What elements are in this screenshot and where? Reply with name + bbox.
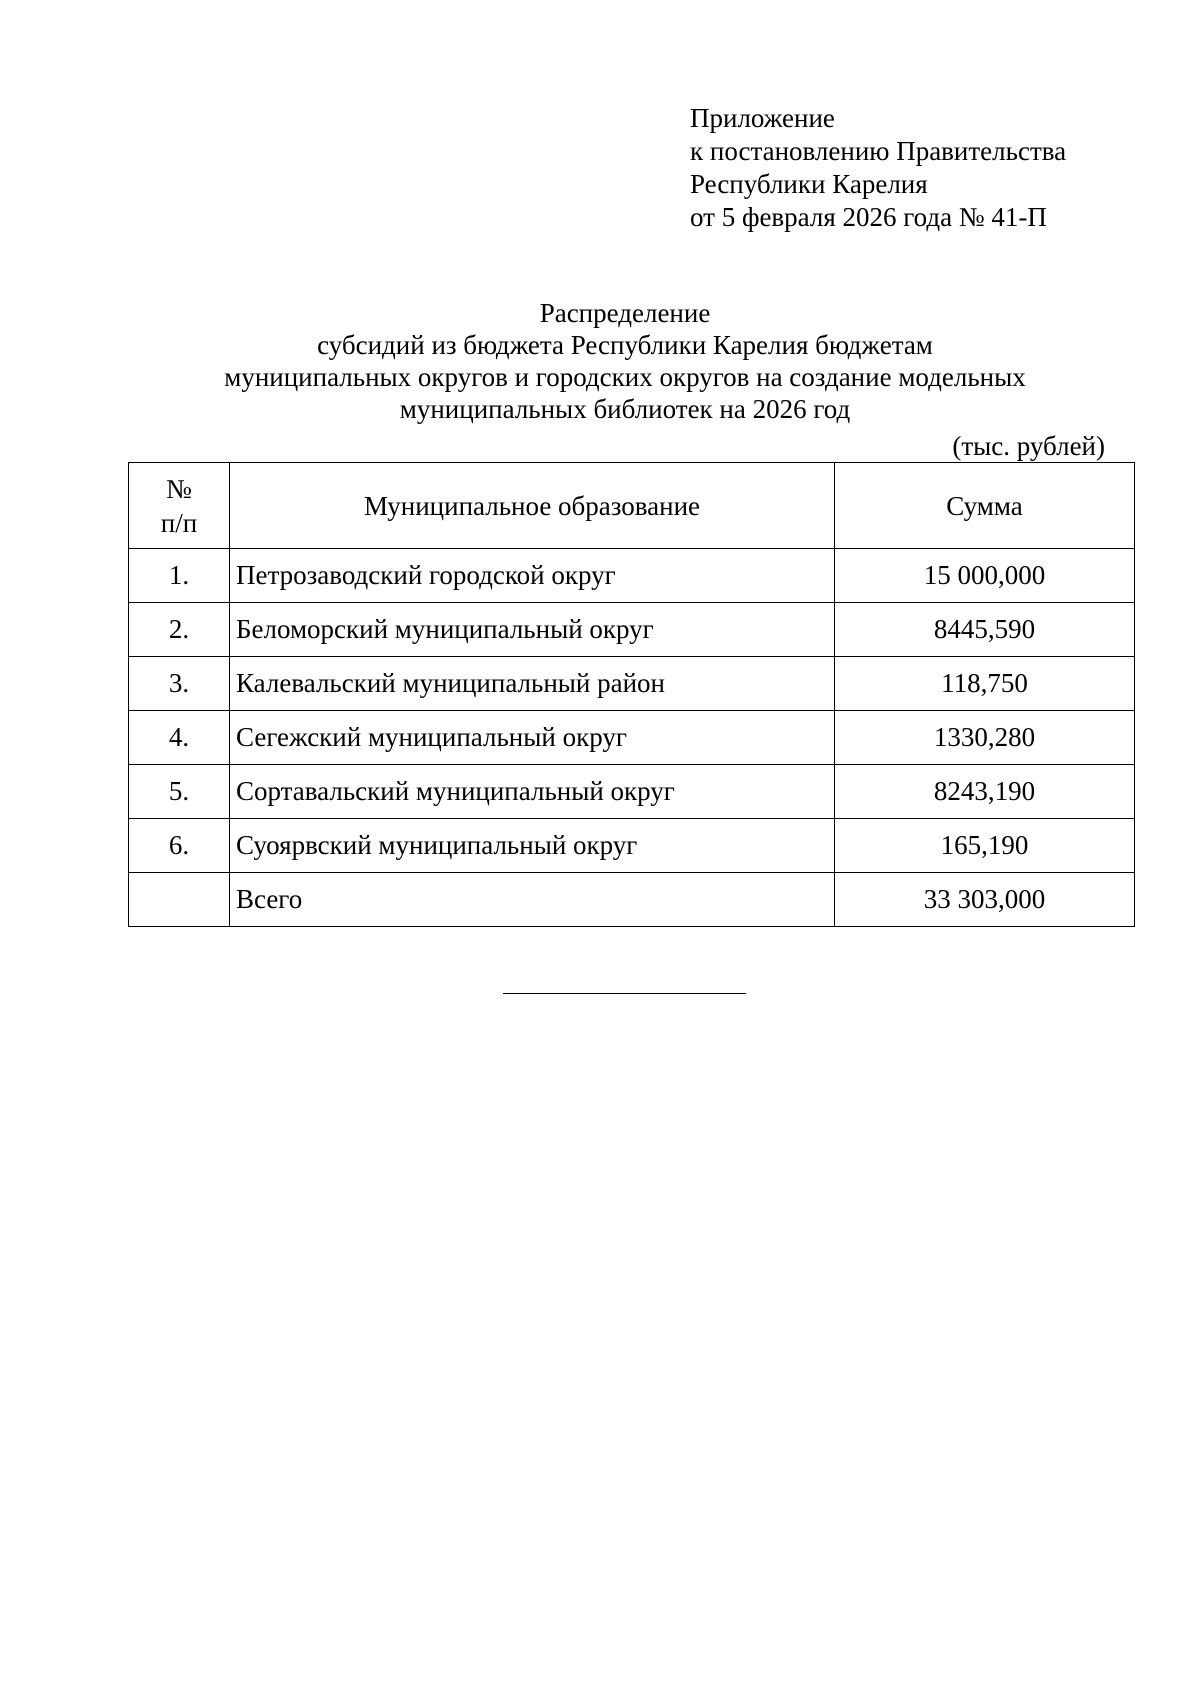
header-num-line2: п/п [160,507,198,538]
closing-divider [503,993,746,994]
appendix-line: Республики Карелия [690,169,928,199]
row-sum: 165,190 [835,819,1135,873]
table-row [129,603,1135,657]
row-sum: 15 000,000 [835,549,1135,603]
table-row [129,765,1135,819]
distribution-table [128,462,1135,927]
row-name: Беломорский муниципальный округ [230,603,835,657]
row-num: 1. [129,549,230,603]
header-num-line1: № [166,473,192,504]
row-num: 5. [129,765,230,819]
row-num: 2. [129,603,230,657]
table-row [129,549,1135,603]
document-title [120,297,1130,425]
row-name: Калевальский муниципальный район [230,657,835,711]
total-sum: 33 303,000 [835,873,1135,927]
row-num: 6. [129,819,230,873]
row-sum: 8243,190 [835,765,1135,819]
header-num [129,463,230,549]
title-line: муниципальных округов и городских округов на создание модельных [224,362,1026,392]
total-name: Всего [230,873,835,927]
title-line: муниципальных библиотек на 2026 год [399,394,851,424]
table-row [129,711,1135,765]
row-sum: 1330,280 [835,711,1135,765]
table-row [129,657,1135,711]
table-header-row [129,463,1135,549]
title-line: субсидий из бюджета Республики Карелия бюджетам [317,330,933,360]
row-name: Сегежский муниципальный округ [230,711,835,765]
row-num: 4. [129,711,230,765]
title-line: Распределение [539,298,711,328]
header-name: Муниципальное образование [230,463,835,549]
appendix-line: от 5 февраля 2026 года № 41-П [690,202,1047,232]
table-row [129,819,1135,873]
units-label: (тыс. рублей) [952,431,1105,461]
total-num [129,873,230,927]
appendix-line: к постановлению Правительства [690,136,1067,166]
header-sum: Сумма [835,463,1135,549]
row-name: Сортавальский муниципальный округ [230,765,835,819]
row-sum: 8445,590 [835,603,1135,657]
appendix-line: Приложение [690,103,835,133]
appendix-block [690,102,1066,234]
row-num: 3. [129,657,230,711]
row-name: Суоярвский муниципальный округ [230,819,835,873]
row-sum: 118,750 [835,657,1135,711]
row-name: Петрозаводский городской округ [230,549,835,603]
table-total-row [129,873,1135,927]
